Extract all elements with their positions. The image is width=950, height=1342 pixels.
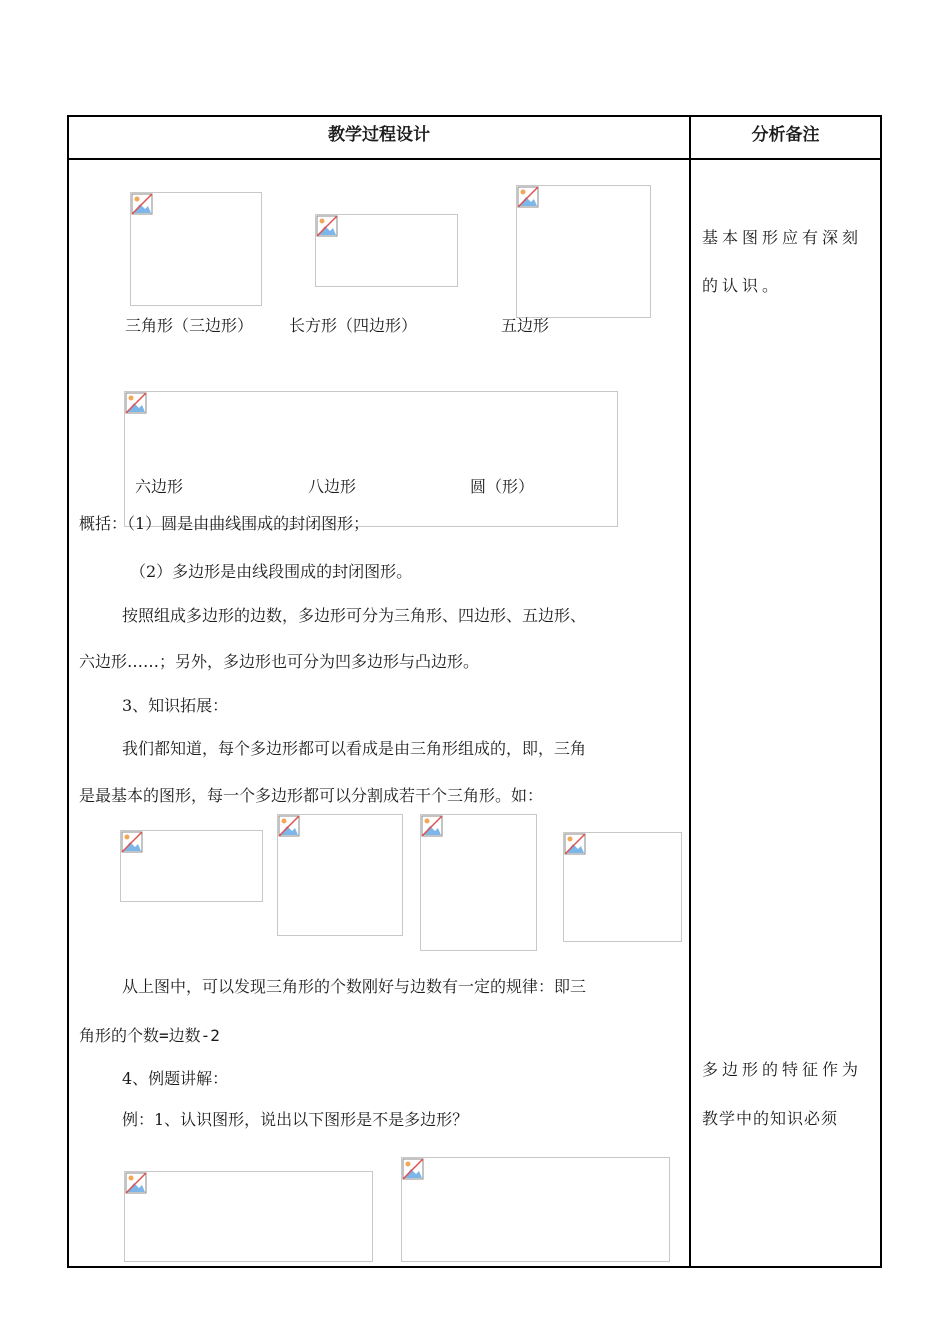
rectangle-image xyxy=(315,214,458,287)
broken-image-icon xyxy=(316,215,338,237)
section3-line1: 我们都知道，每个多边形都可以看成是由三角形组成的，即，三角 xyxy=(122,739,587,758)
note1-line2: 的认识。 xyxy=(702,276,783,295)
triangulation-image-3 xyxy=(420,814,537,951)
hexagon-octagon-circle-image xyxy=(124,391,618,527)
label-circle-text: 圆 xyxy=(470,477,487,496)
broken-image-icon xyxy=(131,193,153,215)
label-rectangle-text: 长方形（四边形 xyxy=(289,316,402,335)
section4-title: 4、例题讲解： xyxy=(122,1069,229,1088)
example-image-1 xyxy=(124,1171,373,1262)
broken-image-icon xyxy=(121,831,143,853)
rule-line1: 从上图中，可以发现三角形的个数刚好与边数有一定的规律：即三 xyxy=(122,977,587,996)
broken-image-icon xyxy=(278,815,300,837)
header-divider xyxy=(67,158,882,160)
rule-formula: =边数-2 xyxy=(159,1026,220,1045)
column-divider xyxy=(689,115,691,1268)
label-triangle: 三角形（三边形） xyxy=(125,316,254,335)
broken-image-icon xyxy=(421,815,443,837)
note1-line1: 基本图形应有深刻 xyxy=(702,228,863,247)
broken-image-icon xyxy=(517,186,539,208)
label-circle-rest: （形） xyxy=(486,477,535,496)
label-octagon: 八边形 xyxy=(308,477,357,496)
example-image-2 xyxy=(401,1157,670,1262)
triangulation-image-1 xyxy=(120,830,263,902)
summary-p2: （2）多边形是由线段围成的封闭图形。 xyxy=(130,562,413,581)
note2-line1: 多边形的特征作为 xyxy=(702,1060,863,1079)
label-circle xyxy=(470,477,534,497)
section4-example: 例：1、认识图形，说出以下图形是不是多边形？ xyxy=(122,1110,469,1129)
broken-image-icon xyxy=(125,392,147,414)
summary-p3-line1: 按照组成多边形的边数，多边形可分为三角形、四边形、五边形、 xyxy=(122,606,587,625)
label-pentagon: 五边形 xyxy=(501,316,550,335)
section3-title: 3、知识拓展： xyxy=(122,696,229,715)
summary-p1: 概括：（1）圆是由曲线围成的封闭图形； xyxy=(79,514,370,533)
broken-image-icon xyxy=(402,1158,424,1180)
rule-line2 xyxy=(79,1026,220,1046)
triangle-image xyxy=(130,192,262,306)
label-rectangle-close: ） xyxy=(401,316,418,335)
triangulation-image-2 xyxy=(277,814,403,936)
broken-image-icon xyxy=(125,1172,147,1194)
label-hexagon: 六边形 xyxy=(135,477,184,496)
label-rectangle xyxy=(289,316,417,336)
triangulation-image-4 xyxy=(563,832,682,942)
broken-image-icon xyxy=(564,833,586,855)
section3-line2: 是最基本的图形，每一个多边形都可以分割成若干个三角形。如： xyxy=(79,786,544,805)
summary-p3-line2: 六边形……；另外，多边形也可分为凹多边形与凸边形。 xyxy=(79,652,480,671)
pentagon-image xyxy=(516,185,651,318)
rule-line2-text: 角形的个数 xyxy=(79,1026,160,1045)
note2-line2: 教学中的知识必须 xyxy=(702,1109,839,1128)
header-analysis-notes: 分析备注 xyxy=(751,125,820,145)
header-teaching-process: 教学过程设计 xyxy=(328,125,430,145)
